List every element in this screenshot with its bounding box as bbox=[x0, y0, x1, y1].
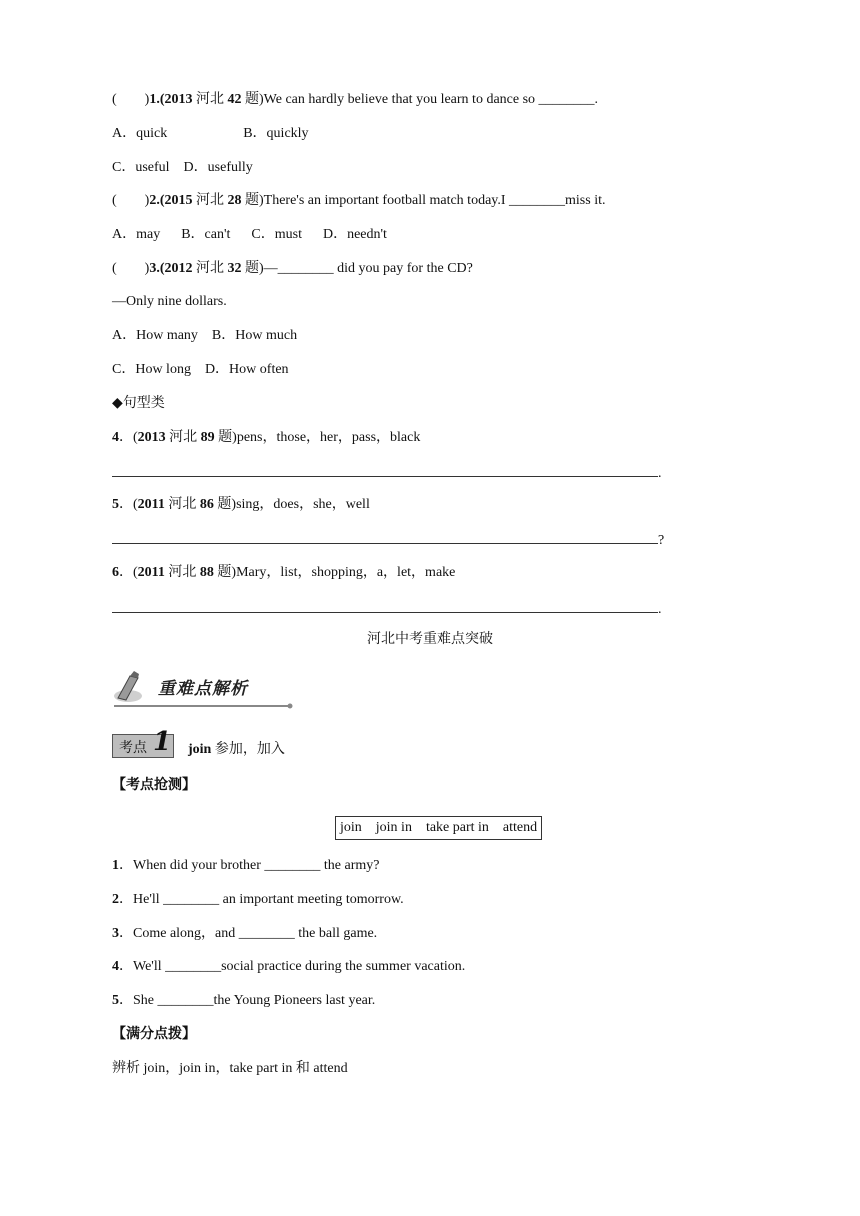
kaodian-number: 1 bbox=[153, 727, 172, 757]
question-3 bbox=[112, 259, 473, 279]
question-2 bbox=[112, 191, 606, 211]
answer-line-6[interactable] bbox=[112, 598, 662, 618]
end-mark: ? bbox=[658, 533, 665, 548]
exercise-3 bbox=[112, 924, 377, 944]
question-text: 题)We can hardly believe that you learn to dance so ________. bbox=[241, 92, 599, 107]
exercise-text: ．She ________the Young Pioneers last year. bbox=[119, 993, 376, 1008]
exercise-text: ．Come along，and ________ the ball game. bbox=[119, 926, 378, 941]
underline bbox=[112, 462, 658, 477]
separator: ．( bbox=[119, 565, 138, 580]
separator: ．( bbox=[119, 430, 138, 445]
options-q3-row1: A．How many B．How much bbox=[112, 328, 298, 343]
question-number: 3.(2012 bbox=[149, 261, 193, 276]
exercise-4 bbox=[112, 957, 465, 977]
question-text: 题)There's an important football match today.I ________miss it. bbox=[241, 193, 606, 208]
question-text: 题)—________ did you pay for the CD? bbox=[241, 261, 473, 276]
option-a: A．quick bbox=[112, 126, 168, 141]
question-number: 5 bbox=[112, 497, 119, 512]
question-index: 42 bbox=[227, 92, 242, 107]
question-6 bbox=[112, 563, 455, 583]
options-q1-row1 bbox=[112, 124, 309, 144]
exercise-5 bbox=[112, 991, 375, 1011]
tips-text: 辨析 join，join in，take part in 和 attend bbox=[112, 1061, 348, 1076]
exercise-text: ．He'll ________ an important meeting tomorrow. bbox=[119, 892, 404, 907]
exercise-2 bbox=[112, 890, 404, 910]
exercise-number: 2 bbox=[112, 892, 119, 907]
dialogue-answer: —Only nine dollars. bbox=[112, 294, 227, 309]
kaodian-meaning: 参加，加入 bbox=[211, 742, 285, 757]
kaodian-label: 考点 bbox=[119, 740, 147, 756]
question-index: 32 bbox=[227, 261, 242, 276]
exercise-text: ．We'll ________social practice during the summer vacation. bbox=[119, 959, 466, 974]
exercise-text: ．When did your brother ________ the army? bbox=[119, 858, 380, 873]
separator: ．( bbox=[119, 497, 138, 512]
answer-paren: ( ) bbox=[112, 193, 150, 208]
question-index: 88 bbox=[199, 565, 214, 580]
kaodian-header bbox=[112, 727, 285, 758]
kaodian-badge bbox=[112, 727, 174, 758]
exercise-number: 5 bbox=[112, 993, 119, 1008]
test-heading: 【考点抢测】 bbox=[112, 778, 196, 793]
options-q1-row2: C．useful D．usefully bbox=[112, 160, 253, 175]
question-index: 28 bbox=[227, 193, 242, 208]
province: 河北 bbox=[164, 565, 200, 580]
question-number: 6 bbox=[112, 565, 119, 580]
answer-line-5[interactable] bbox=[112, 529, 664, 549]
question-text: 题)sing，does，she，well bbox=[213, 497, 370, 512]
underline bbox=[112, 598, 658, 613]
exercise-number: 4 bbox=[112, 959, 119, 974]
tips-heading: 【满分点拨】 bbox=[112, 1027, 196, 1042]
kaodian-word: join bbox=[188, 742, 212, 757]
section-title: 河北中考重难点突破 bbox=[367, 632, 493, 647]
option-b: B．quickly bbox=[243, 126, 309, 141]
exercise-number: 3 bbox=[112, 926, 119, 941]
question-1 bbox=[112, 90, 598, 110]
province: 河北 bbox=[165, 430, 201, 445]
province: 河北 bbox=[192, 261, 228, 276]
key-points-banner bbox=[112, 668, 294, 710]
question-number: 1.(2013 bbox=[149, 92, 193, 107]
question-text: 题)pens，those，her，pass，black bbox=[214, 430, 421, 445]
question-4 bbox=[112, 428, 420, 448]
question-text: 题)Mary，list，shopping，a，let，make bbox=[213, 565, 456, 580]
end-mark: . bbox=[658, 602, 662, 617]
answer-paren: ( ) bbox=[112, 92, 150, 107]
word-bank: join join in take part in attend bbox=[335, 816, 542, 840]
answer-line-4[interactable] bbox=[112, 462, 662, 482]
section-heading: ◆句型类 bbox=[112, 396, 165, 411]
question-index: 89 bbox=[200, 430, 215, 445]
kaodian-title bbox=[188, 738, 285, 758]
exercise-number: 1 bbox=[112, 858, 119, 873]
answer-paren: ( ) bbox=[112, 261, 150, 276]
question-number: 4 bbox=[112, 430, 119, 445]
province: 河北 bbox=[192, 92, 228, 107]
banner-title: 重难点解析 bbox=[158, 679, 248, 699]
year: 2011 bbox=[137, 565, 165, 580]
question-5 bbox=[112, 495, 370, 515]
year: 2011 bbox=[137, 497, 165, 512]
exercise-1 bbox=[112, 856, 380, 876]
options-q3-row2: C．How long D．How often bbox=[112, 362, 289, 377]
options-q2: A．may B．can't C．must D．needn't bbox=[112, 227, 387, 242]
underline bbox=[112, 529, 658, 544]
province: 河北 bbox=[192, 193, 228, 208]
year: 2013 bbox=[137, 430, 166, 445]
end-mark: . bbox=[658, 466, 662, 481]
question-number: 2.(2015 bbox=[149, 193, 193, 208]
province: 河北 bbox=[164, 497, 200, 512]
question-index: 86 bbox=[199, 497, 214, 512]
